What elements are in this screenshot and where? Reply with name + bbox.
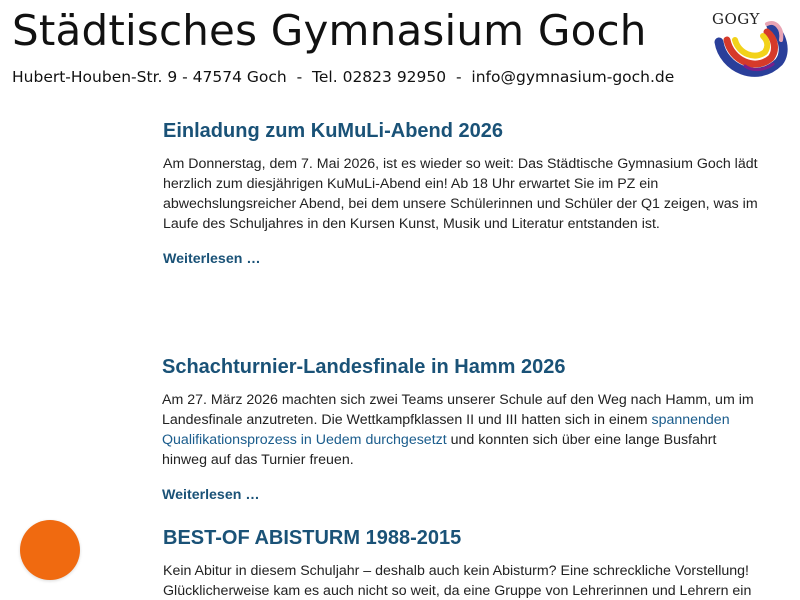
floating-action-button[interactable] <box>20 520 80 580</box>
read-more-link[interactable]: Weiterlesen … <box>163 251 261 267</box>
post-title[interactable]: Schachturnier-Landesfinale in Hamm 2026 <box>162 356 566 378</box>
post-schachturnier <box>162 354 762 505</box>
post-abisturm <box>163 525 763 600</box>
school-logo[interactable] <box>705 6 789 86</box>
post-text: Kein Abitur in diesem Schuljahr – deshalb auch kein Abisturm? Eine schreckliche Vorstellung! Glücklicherweise kam es auch nicht so weit, da eine Gruppe von Lehrerinnen und Lehrern ein <box>163 563 752 599</box>
post-text <box>162 390 762 470</box>
post-title[interactable]: BEST-OF ABISTURM 1988-2015 <box>163 527 462 549</box>
site-title: Städtisches Gymnasium Goch <box>12 6 647 55</box>
site-header <box>0 0 800 100</box>
post-text-part: und konnten sich über eine lange Busfahrt hinweg auf das Turnier freuen. <box>162 432 717 468</box>
site-contact-line: Hubert-Houben-Str. 9 - 47574 Goch - Tel. 02823 92950 - info@gymnasium-goch.de <box>12 68 675 86</box>
post-text-part: Am 27. März 2026 machten sich zwei Teams unserer Schule auf den Weg nach Hamm, um im Landesfinale anzutreten. Die Wettkampfklassen II und III hatten sich in einem <box>162 392 754 428</box>
logo-text: GOGY <box>712 10 760 28</box>
post-kumuli <box>163 118 763 269</box>
post-text: Am Donnerstag, dem 7. Mai 2026, ist es wieder so weit: Das Städtische Gymnasium Goch lädt herzlich zum diesjährigen KuMuLi-Abend ein! Ab 18 Uhr erwartet Sie im PZ ein abwechslungsreicher Abend, bei dem unsere Schülerinnen und Schüler der Q1 zeigen, was im Laufe des Schuljahres in den Kursen Kunst, Musik und Literatur entstanden ist. <box>163 156 758 232</box>
qualification-link[interactable]: spannenden Qualifikationsprozess in Uedem durchgesetzt <box>162 412 730 448</box>
read-more-link[interactable]: Weiterlesen … <box>162 487 260 503</box>
post-title[interactable]: Einladung zum KuMuLi-Abend 2026 <box>163 120 504 142</box>
